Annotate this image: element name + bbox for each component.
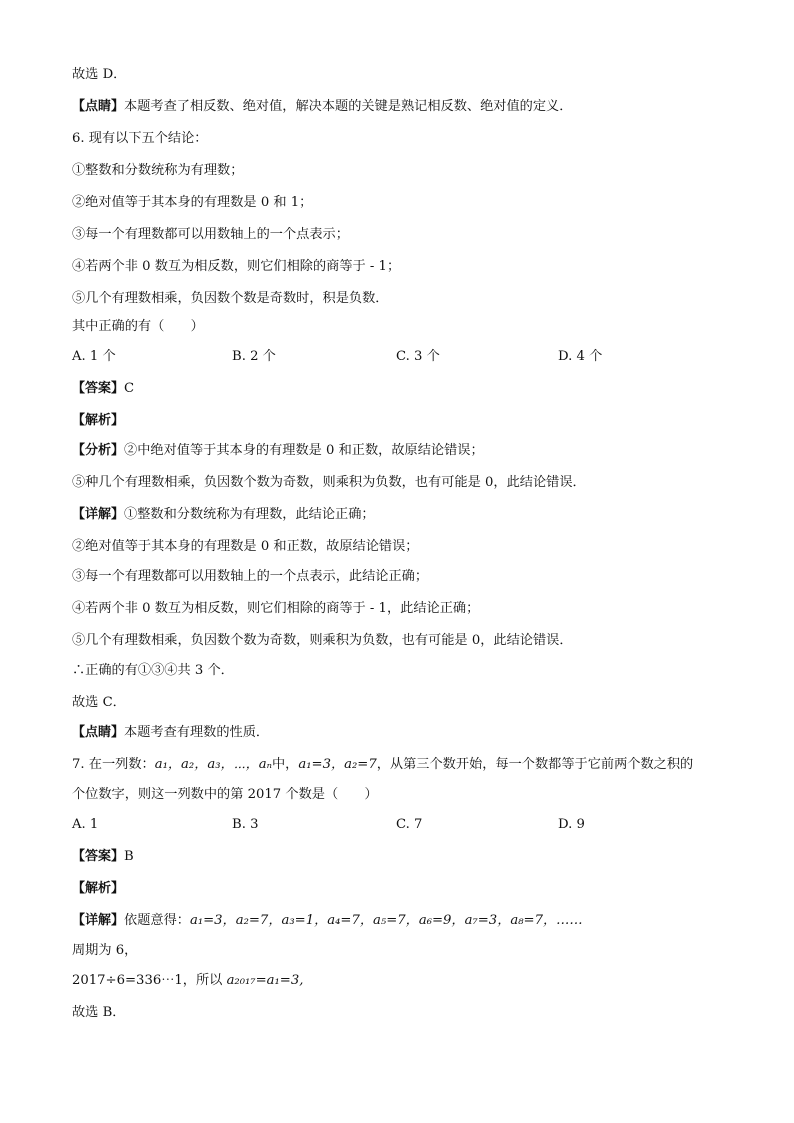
conclusion-text: 故选 B． [72,1005,126,1020]
analysis-tag: 【解析】 [72,881,125,896]
option-d: D. 9 [558,817,585,832]
remark-line [72,724,269,742]
option-a: A. 1 [72,817,99,832]
remark-line [72,98,572,116]
statement-2: ②绝对值等于其本身的有理数是 0 和 1； [72,195,313,210]
detail-line-3: ③每一个有理数都可以用数轴上的一个点表示，此结论正确； [72,569,429,584]
answer-line [72,848,134,866]
detail-line-2: ②绝对值等于其本身的有理数是 0 和正数，故原结论错误； [72,539,419,554]
statement-1: ①整数和分数统称为有理数； [72,163,244,178]
answer-tag: 【答案】 [72,381,125,396]
conclusion-text: 故选 C． [72,695,126,710]
fenxi-line-1: 【分析】②中绝对值等于其本身的有理数是 0 和正数，故原结论错误； [72,443,484,458]
analysis-tag: 【解析】 [72,413,125,428]
fenxi-tag: 【分析】 [72,443,125,458]
sequence-notation: a₁，a₂，a₃，⋯，aₙ [154,757,272,772]
answer-value: B [124,849,134,864]
option-b: B. 3 [232,817,259,832]
detail-line-1: 【详解】①整数和分数统称为有理数，此结论正确； [72,507,375,522]
conclusion-text: 故选 D． [72,67,127,82]
statement-4: ④若两个非 0 数互为相反数，则它们相除的商等于 - 1； [72,259,401,274]
therefore-line: ∴正确的有①③④共 3 个． [72,663,234,678]
sequence-values: a₁=3，a₂=7，a₃=1，a₄=7，a₅=7，a₆=9，a₇=3，a₈=7，…… [189,913,583,928]
answer-tag: 【答案】 [72,849,125,864]
detail-line-5: ⑤几个有理数相乘，负因数个数为奇数，则乘积为负数，也有可能是 0，此结论错误． [72,633,573,648]
option-a: A. 1 个 [72,349,116,364]
remark-tag: 【点睛】 [72,725,125,740]
option-d: D. 4 个 [558,349,603,364]
answer-line [72,380,134,398]
statement-5: ⑤几个有理数相乘，负因数个数是奇数时，积是负数． [72,291,389,306]
statement-3: ③每一个有理数都可以用数轴上的一个点表示； [72,227,349,242]
question-7-stem-line-2: 个位数字，则这一列数中的第 2017 个数是（ ） [72,787,378,802]
remark-text: 本题考查了相反数、绝对值，解决本题的关键是熟记相反数、绝对值的定义． [124,99,573,114]
detail-tag: 【详解】 [72,913,125,928]
given-values: a₁=3，a₂=7 [298,757,377,772]
calculation-expression: a₂₀₁₇=a₁=3, [226,973,304,988]
detail-line: 【详解】依题意得：a₁=3，a₂=7，a₃=1，a₄=7，a₅=7，a₆=9，a₇=3，a₈=7，…… [72,913,583,928]
period-line: 周期为 6， [72,943,138,958]
question-6-ask: 其中正确的有（ ） [72,319,204,334]
question-6-stem: 6. 现有以下五个结论： [72,131,208,146]
calculation-line: 2017÷6=336⋯1，所以 a₂₀₁₇=a₁=3, [72,973,304,988]
option-c: C. 7 [396,817,423,832]
fenxi-line-2: ⑤种几个有理数相乘，负因数个数为奇数，则乘积为负数，也有可能是 0，此结论错误． [72,475,586,490]
option-c: C. 3 个 [396,349,440,364]
remark-tag: 【点睛】 [72,99,125,114]
detail-tag: 【详解】 [72,507,125,522]
remark-text: 本题考查有理数的性质． [124,725,270,740]
answer-value: C [124,381,135,396]
option-b: B. 2 个 [232,349,276,364]
question-7-stem: 7. 在一列数：a₁，a₂，a₃，⋯，aₙ中，a₁=3，a₂=7，从第三个数开始，每一个数都等于它前两个数之积的 [72,757,694,772]
detail-line-4: ④若两个非 0 数互为相反数，则它们相除的商等于 - 1，此结论正确； [72,601,480,616]
